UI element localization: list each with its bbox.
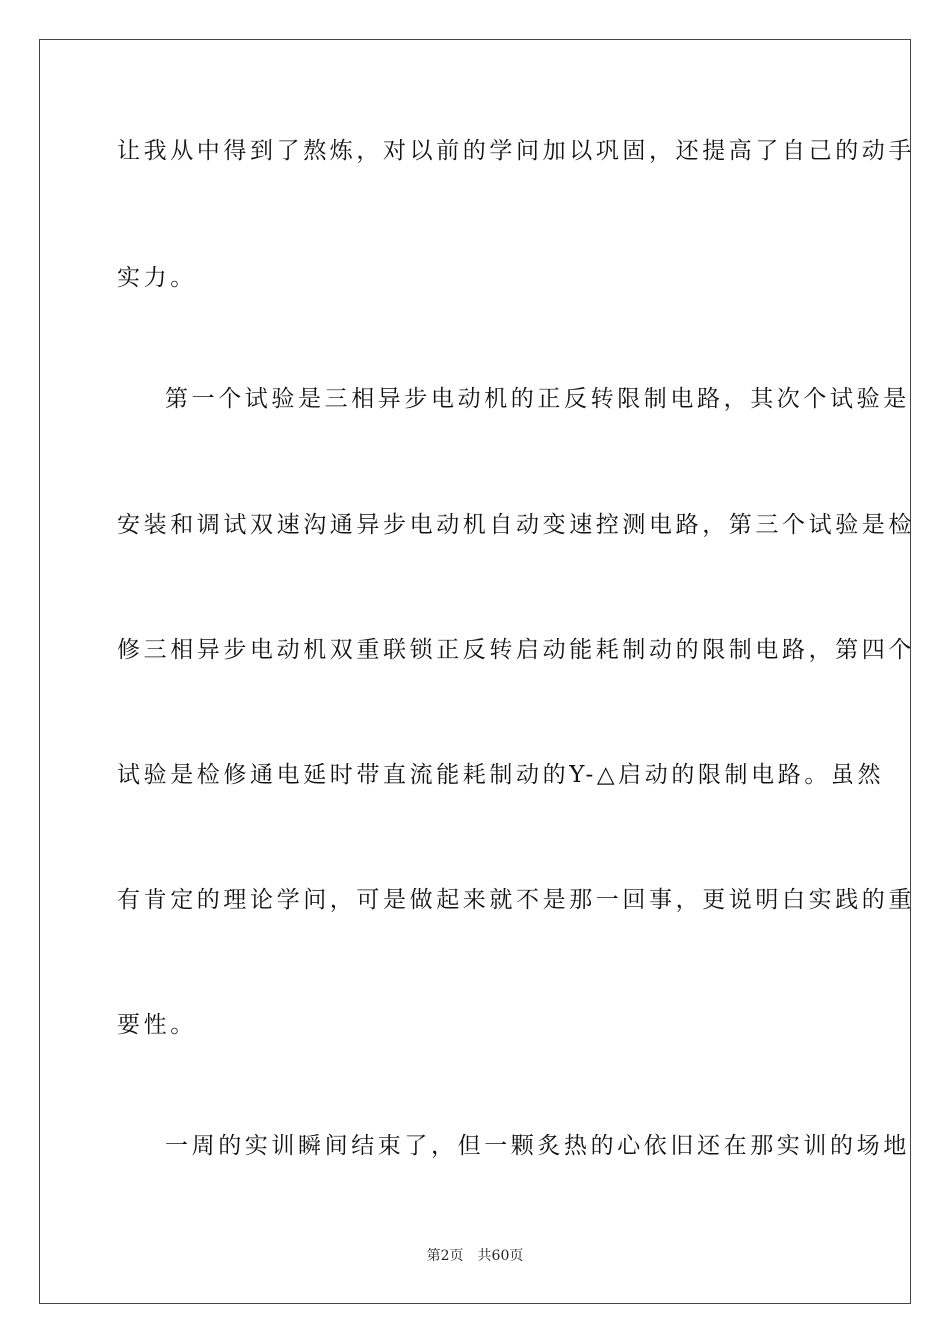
body-text-line: 修三相异步电动机双重联锁正反转启动能耗制动的限制电路，第四个: [117, 637, 915, 663]
body-text-line: 让我从中得到了熬炼，对以前的学问加以巩固，还提高了自己的动手: [117, 138, 915, 164]
body-text-line: 实力。: [117, 265, 197, 291]
paragraph-first-line: 一周的实训瞬间结束了，但一颗炙热的心依旧还在那实训的场地: [165, 1133, 910, 1159]
body-text-line: 安装和调试双速沟通异步电动机自动变速控测电路，第三个试验是检: [117, 512, 915, 538]
page-number: 第2页: [426, 1248, 464, 1264]
body-text-line: 要性。: [117, 1012, 197, 1038]
body-text-line: 试验是检修通电延时带直流能耗制动的Y-△启动的限制电路。虽然: [117, 762, 885, 788]
paragraph-first-line: 第一个试验是三相异步电动机的正反转限制电路，其次个试验是: [165, 386, 910, 412]
page-footer: [0, 1247, 950, 1265]
page-total: 共60页: [477, 1248, 524, 1264]
page-border: [39, 39, 915, 1304]
body-text-line: 有肯定的理论学问，可是做起来就不是那一回事，更说明白实践的重: [117, 887, 915, 913]
